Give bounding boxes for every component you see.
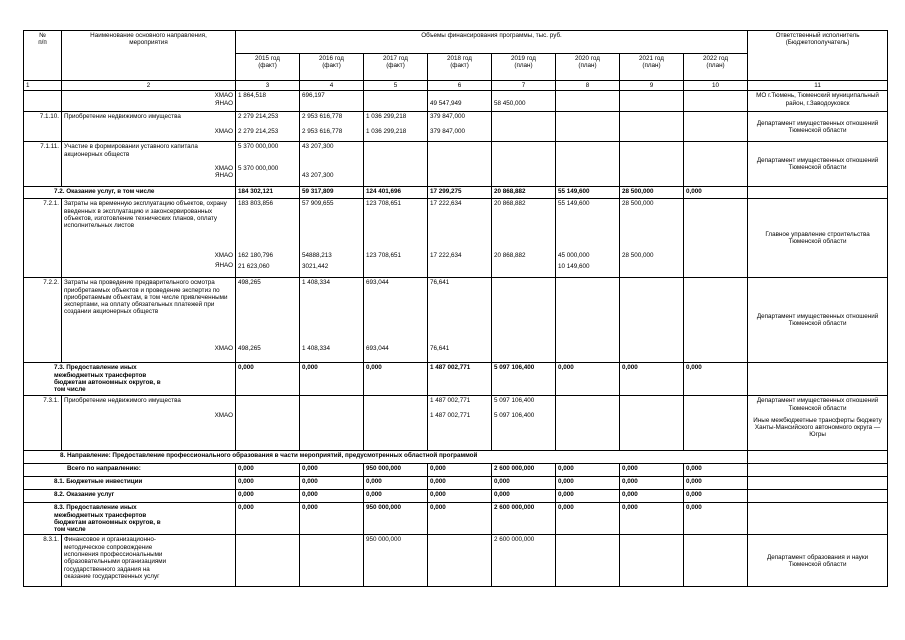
value-2016: 1 408,334 1 408,334 — [300, 278, 364, 363]
value-2016 — [300, 535, 364, 587]
column-number: 8 — [556, 81, 620, 91]
row-num: 8.3.1. — [24, 535, 62, 587]
value-2016: 0,000 — [300, 477, 364, 490]
value-2018: 0,000 — [428, 477, 492, 490]
table-row-total — [24, 464, 888, 477]
column-number: 6 — [428, 81, 492, 91]
value-2016: 57 909,655 54888,213 3021,442 — [300, 199, 364, 278]
header-name: Наименование основного направления, мероприятия — [62, 31, 236, 81]
header-year: 2019 год (план) — [492, 54, 556, 81]
budget-document-page — [23, 30, 883, 587]
value-2022: 0,000 — [684, 363, 748, 396]
value-2018: 1 487 002,771 1 487 002,771 — [428, 396, 492, 451]
column-number: 4 — [300, 81, 364, 91]
value-2019: 2 600 000,000 — [492, 464, 556, 477]
value-2017: 124 401,696 — [364, 187, 428, 199]
value-2018: 379 847,000 379 847,000 — [428, 112, 492, 142]
row-subregions: ХМАО ЯНАО — [62, 91, 236, 112]
value-2017: 0,000 — [364, 490, 428, 503]
column-number: 3 — [236, 81, 300, 91]
value-2021: 0,000 — [620, 503, 684, 535]
value-2020 — [556, 535, 620, 587]
table-row — [24, 396, 888, 451]
table-row-subtotal — [24, 187, 888, 199]
value-2015: 0,000 — [236, 477, 300, 490]
row-executor — [748, 490, 888, 503]
value-2015: 183 803,856 162 180,796 21 623,060 — [236, 199, 300, 278]
header-year: 2021 год (план) — [620, 54, 684, 81]
value-2019: 0,000 — [492, 477, 556, 490]
value-2016: 43 207,300 43 207,300 — [300, 142, 364, 187]
row-executor — [748, 503, 888, 535]
table-row — [24, 112, 888, 142]
value-2016 — [300, 396, 364, 451]
value-2017 — [364, 396, 428, 451]
value-2019 — [492, 278, 556, 363]
value-2022: 0,000 — [684, 490, 748, 503]
header-year: 2022 год (план) — [684, 54, 748, 81]
row-executor: Департамент имущественных отношений Тюменской области — [748, 278, 888, 363]
value-2020: 0,000 — [556, 464, 620, 477]
table-row — [24, 91, 888, 112]
value-2020 — [556, 91, 620, 112]
value-2020 — [556, 142, 620, 187]
header-executor: Ответственный исполнитель (Бюджетополучатель) — [748, 31, 888, 81]
value-2021 — [620, 142, 684, 187]
value-2015: 0,000 — [236, 363, 300, 396]
row-name: Участие в формировании уставного капитала акционерных обществ ХМАО ЯНАО — [62, 142, 236, 187]
value-2021: 0,000 — [620, 477, 684, 490]
value-2019: 2 600 000,000 — [492, 535, 556, 587]
value-2018: 76,641 76,641 — [428, 278, 492, 363]
value-2019: 58 450,000 — [492, 91, 556, 112]
value-2022 — [684, 199, 748, 278]
value-2016: 0,000 — [300, 464, 364, 477]
value-2016: 2 953 616,778 2 953 616,778 — [300, 112, 364, 142]
value-2019: 5 097 106,400 — [492, 363, 556, 396]
value-2015: 0,000 — [236, 503, 300, 535]
row-executor: МО г.Тюмень, Тюменский муниципальный район, г.Заводоуковск — [748, 91, 888, 112]
column-number-row — [24, 81, 888, 91]
value-2020 — [556, 112, 620, 142]
funding-table — [23, 30, 888, 587]
value-2022 — [684, 112, 748, 142]
value-2017: 950 000,000 — [364, 535, 428, 587]
value-2021 — [620, 535, 684, 587]
value-2021: 0,000 — [620, 464, 684, 477]
row-executor: Главное управление строительства Тюменской области — [748, 199, 888, 278]
row-executor — [748, 363, 888, 396]
table-row-subtotal — [24, 363, 888, 396]
value-2021 — [620, 91, 684, 112]
value-2020: 55 149,600 — [556, 187, 620, 199]
value-2019: 0,000 — [492, 490, 556, 503]
row-num: 7.2.2. — [24, 278, 62, 363]
value-2022: 0,000 — [684, 464, 748, 477]
value-2019: 5 097 106,400 5 097 106,400 — [492, 396, 556, 451]
value-2021 — [620, 112, 684, 142]
row-name: Приобретение недвижимого имущества ХМАО — [62, 112, 236, 142]
value-2019: 2 600 000,000 — [492, 503, 556, 535]
value-2020: 55 149,600 45 000,000 10 149,600 — [556, 199, 620, 278]
value-2020: 0,000 — [556, 477, 620, 490]
row-executor — [748, 464, 888, 477]
value-2018: 0,000 — [428, 464, 492, 477]
row-name: Затраты на временную эксплуатацию объектов, охрану введенных в эксплуатацию и законсервированных объектов, изготовление технических планов, оплату исполнительных листов ХМАО ЯНАО — [62, 199, 236, 278]
value-2017: 123 708,651 123 708,651 — [364, 199, 428, 278]
row-executor: Департамент образования и науки Тюменской области — [748, 535, 888, 587]
table-row-subtotal — [24, 490, 888, 503]
row-name: 7.2. Оказание услуг, в том числе — [24, 187, 236, 199]
row-name: Финансовое и организационно-методическое сопровождение исполнения профессиональными образовательными организациями государственного задания на оказание государственных услуг — [62, 535, 236, 587]
row-executor — [748, 187, 888, 199]
value-2017: 0,000 — [364, 363, 428, 396]
value-2021: 28 500,000 — [620, 187, 684, 199]
value-2015: 0,000 — [236, 490, 300, 503]
section-title: 8. Направление: Предоставление профессионального образования в части мероприятий, предусмотренных областной программой — [24, 451, 748, 464]
value-2020: 0,000 — [556, 503, 620, 535]
value-2018: 0,000 — [428, 503, 492, 535]
value-2017 — [364, 91, 428, 112]
value-2017: 950 000,000 — [364, 464, 428, 477]
column-number: 2 — [62, 81, 236, 91]
table-row — [24, 199, 888, 278]
table-row — [24, 142, 888, 187]
header-year: 2020 год (план) — [556, 54, 620, 81]
value-2017: 0,000 — [364, 477, 428, 490]
row-num: 7.3.1. — [24, 396, 62, 451]
row-name: 8.1. Бюджетные инвестиции — [24, 477, 236, 490]
value-2018 — [428, 142, 492, 187]
table-row-subtotal — [24, 503, 888, 535]
value-2021: 0,000 — [620, 363, 684, 396]
header-year: 2018 год (факт) — [428, 54, 492, 81]
table-row-subtotal — [24, 477, 888, 490]
row-num — [24, 91, 62, 112]
value-2021: 28 500,000 28 500,000 — [620, 199, 684, 278]
table-row — [24, 278, 888, 363]
row-name: Приобретение недвижимого имущества ХМАО — [62, 396, 236, 451]
row-executor: Департамент имущественных отношений Тюменской области — [748, 142, 888, 187]
value-2018: 1 487 002,771 — [428, 363, 492, 396]
value-2021 — [620, 396, 684, 451]
column-number: 5 — [364, 81, 428, 91]
section-header-row — [24, 451, 888, 464]
value-2015: 184 302,121 — [236, 187, 300, 199]
row-name: 7.3. Предоставление иных межбюджетных трансфертов бюджетам автономных округов, в том числе — [24, 363, 236, 396]
value-2020: 0,000 — [556, 363, 620, 396]
value-2022 — [684, 278, 748, 363]
value-2019 — [492, 142, 556, 187]
row-name: Затраты на проведение предварительного осмотра приобретаемых объектов и проведение экспертиз по приобретаемым объектам, в том числе привлеченными экспертами, на оплату обязательных платежей при создании акционерных обществ ХМАО — [62, 278, 236, 363]
row-executor: Департамент имущественных отношений Тюменской области Иные межбюджетные трансферты бюджету Ханты-Мансийского автономного округа — Югры — [748, 396, 888, 451]
value-2018: 17 222,634 17 222,634 — [428, 199, 492, 278]
value-2015: 498,265 498,265 — [236, 278, 300, 363]
header-funding: Объемы финансирования программы, тыс. руб. — [236, 31, 748, 54]
value-2016: 0,000 — [300, 503, 364, 535]
value-2015: 0,000 — [236, 464, 300, 477]
column-number: 1 — [24, 81, 62, 91]
column-number: 9 — [620, 81, 684, 91]
value-2018: 0,000 — [428, 490, 492, 503]
value-2016: 59 317,809 — [300, 187, 364, 199]
row-name: Всего по направлению: — [24, 464, 236, 477]
value-2017: 693,044 693,044 — [364, 278, 428, 363]
row-num: 7.1.10. — [24, 112, 62, 142]
value-2022 — [684, 142, 748, 187]
value-2015: 2 279 214,253 2 279 214,253 — [236, 112, 300, 142]
value-2016: 0,000 — [300, 363, 364, 396]
value-2017: 1 036 299,218 1 036 299,218 — [364, 112, 428, 142]
value-2017 — [364, 142, 428, 187]
value-2021: 0,000 — [620, 490, 684, 503]
value-2022 — [684, 91, 748, 112]
value-2015 — [236, 535, 300, 587]
value-2019: 20 868,882 — [492, 187, 556, 199]
value-2021 — [620, 278, 684, 363]
row-num: 7.2.1. — [24, 199, 62, 278]
value-2015: 5 370 000,000 5 370 000,000 — [236, 142, 300, 187]
value-2022: 0,000 — [684, 187, 748, 199]
row-executor: Департамент имущественных отношений Тюменской области — [748, 112, 888, 142]
value-2016: 696,197 — [300, 91, 364, 112]
header-num: № п/п — [24, 31, 62, 81]
row-num: 7.1.11. — [24, 142, 62, 187]
value-2022 — [684, 396, 748, 451]
column-number: 11 — [748, 81, 888, 91]
value-2017: 950 000,000 — [364, 503, 428, 535]
header-year: 2016 год (факт) — [300, 54, 364, 81]
value-2022 — [684, 535, 748, 587]
row-executor — [748, 477, 888, 490]
value-2015: 1 864,518 — [236, 91, 300, 112]
value-2018: 17 299,275 — [428, 187, 492, 199]
table-header-row — [24, 31, 888, 54]
row-name: 8.2. Оказание услуг — [24, 490, 236, 503]
header-year: 2017 год (факт) — [364, 54, 428, 81]
row-executor — [748, 451, 888, 464]
value-2016: 0,000 — [300, 490, 364, 503]
column-number: 10 — [684, 81, 748, 91]
value-2019: 20 868,882 20 868,882 — [492, 199, 556, 278]
value-2022: 0,000 — [684, 477, 748, 490]
value-2020: 0,000 — [556, 490, 620, 503]
table-row — [24, 535, 888, 587]
header-year: 2015 год (факт) — [236, 54, 300, 81]
column-number: 7 — [492, 81, 556, 91]
value-2015 — [236, 396, 300, 451]
value-2019 — [492, 112, 556, 142]
value-2020 — [556, 278, 620, 363]
value-2020 — [556, 396, 620, 451]
value-2022: 0,000 — [684, 503, 748, 535]
row-name: 8.3. Предоставление иных межбюджетных трансфертов бюджетам автономных округов, в том числе — [24, 503, 236, 535]
value-2018 — [428, 535, 492, 587]
value-2018: 49 547,949 — [428, 91, 492, 112]
